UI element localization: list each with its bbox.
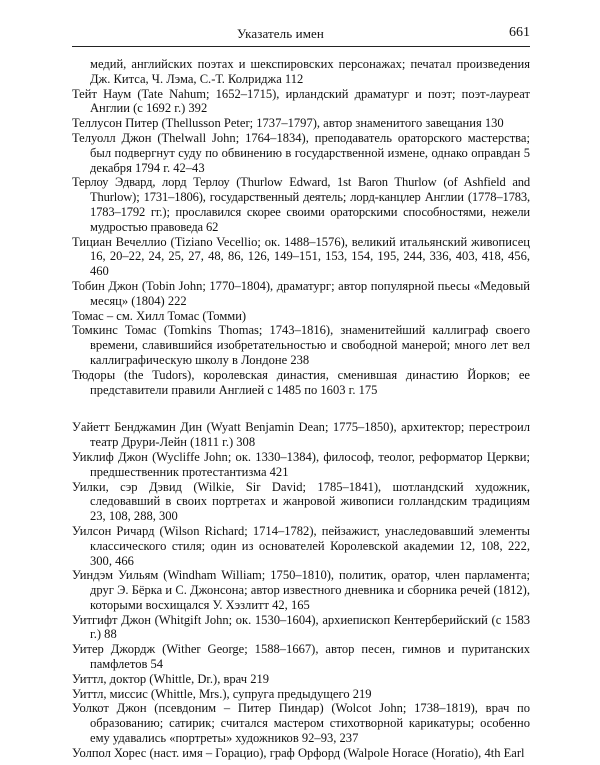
page-number: 661 [509,25,530,40]
index-entry-continuation: медий, английских поэтах и шекспировских персонажах; печатал произведения Дж. Китса, Ч. Лэма, С.-Т. Колриджа 112 [90,57,530,86]
running-title: Указатель имен [237,26,324,41]
index-entry: Теллусон Питер (Thellusson Peter; 1737–1797), автор знаменитого завещания 130 [72,116,504,131]
index-entry: Уилсон Ричард (Wilson Richard; 1714–1782), пейзажист, унаследовавший элементы классического стиля; один из основателей Королевской академии 12, 108, 222, 300, 466 [72,523,530,568]
letter-section-gap [72,397,530,420]
index-entry: Телуолл Джон (Thelwall John; 1764–1834), преподаватель ораторского мастерства; был подвергнут суду по обвинению в государственной измене, однако оправдан 5 декабря 1794 г. 42–43 [72,130,530,175]
running-header [72,22,530,47]
index-entry: Тициан Вечеллио (Tiziano Vecellio; ок. 1488–1576), великий итальянский живописец 16, 20–22, 24, 25, 27, 48, 86, 126, 149–151, 153, 154, 195, 244, 336, 403, 418, 456, 460 [72,234,530,279]
index-entry: Уитгифт Джон (Whitgift John; ок. 1530–1604), архиепископ Кентерберийский (с 1583 г.) 88 [72,612,530,642]
index-entry: Уолпол Хорес (наст. имя – Горацио), граф Орфорд (Walpole Horace (Horatio), 4th Earl [72,745,525,760]
index-entry: Томкинс Томас (Tomkins Thomas; 1743–1816), знаменитейший каллиграф своего времени, славившийся изобретательностью и свободной манерой; много лет вел каллиграфическую школу в Лондоне 238 [72,323,530,367]
index-entry: Уилки, сэр Дэвид (Wilkie, Sir David; 1785–1841), шотландский художник, следовавший в своих портретах и жанровой живописи голландским традициям 23, 108, 288, 300 [72,479,530,524]
index-entry: Уиндэм Уильям (Windham William; 1750–1810), политик, оратор, член парламента; друг Э. Бёрка и С. Джонсона; автор известного дневника и сборника речей (1812), которыми восхищался У. Хэзлитт 42, 165 [72,568,530,612]
index-entry: Уиттл, миссис (Whittle, Mrs.), супруга предыдущего 219 [72,686,372,701]
index-entry: Тейт Наум (Tate Nahum; 1652–1715), ирландский драматург и поэт; поэт-лауреат Англии (с 1692 г.) 392 [72,86,530,116]
index-entry: Тобин Джон (Tobin John; 1770–1804), драматург; автор популярной пьесы «Медовый месяц» (1804) 222 [72,278,530,308]
name-index [72,57,530,761]
index-entry: Уиклиф Джон (Wycliffe John; ок. 1330–1384), философ, теолог, реформатор Церкви; предшественник протестантизма 421 [72,449,530,479]
index-entry: Уиттл, доктор (Whittle, Dr.), врач 219 [72,671,270,686]
index-entry: Терлоу Эдвард, лорд Терлоу (Thurlow Edward, 1st Baron Thurlow (of Ashfield and Thurlow); 1731–1806), государственный деятель; лорд-канцлер Англии (1778–1783, 1783–1792 гг.); прославился скорее своими ораторскими способностями, нежели мудростью правоведа 62 [72,175,530,234]
index-entry: Тюдоры (the Tudors), королевская династия, сменившая династию Йорков; ее представители правили Англией с 1485 по 1603 г. 175 [72,367,530,397]
index-entry: Уолкот Джон (псевдоним – Питер Пиндар) (Wolcot John; 1738–1819), врач по образованию; сатирик; считался мастером стихотворной карикатуры; особенно ему удавались «портреты» художников 92–93, 237 [72,701,530,746]
index-entry: Томас – см. Хилл Томас (Томми) [72,308,247,323]
book-page [72,22,530,761]
index-entry: Уайетт Бенджамин Дин (Wyatt Benjamin Dean; 1775–1850), архитектор; перестроил театр Друри-Лейн (1811 г.) 308 [72,420,530,450]
index-entry: Уитер Джордж (Wither George; 1588–1667), автор песен, гимнов и пуританских памфлетов 54 [72,642,530,672]
